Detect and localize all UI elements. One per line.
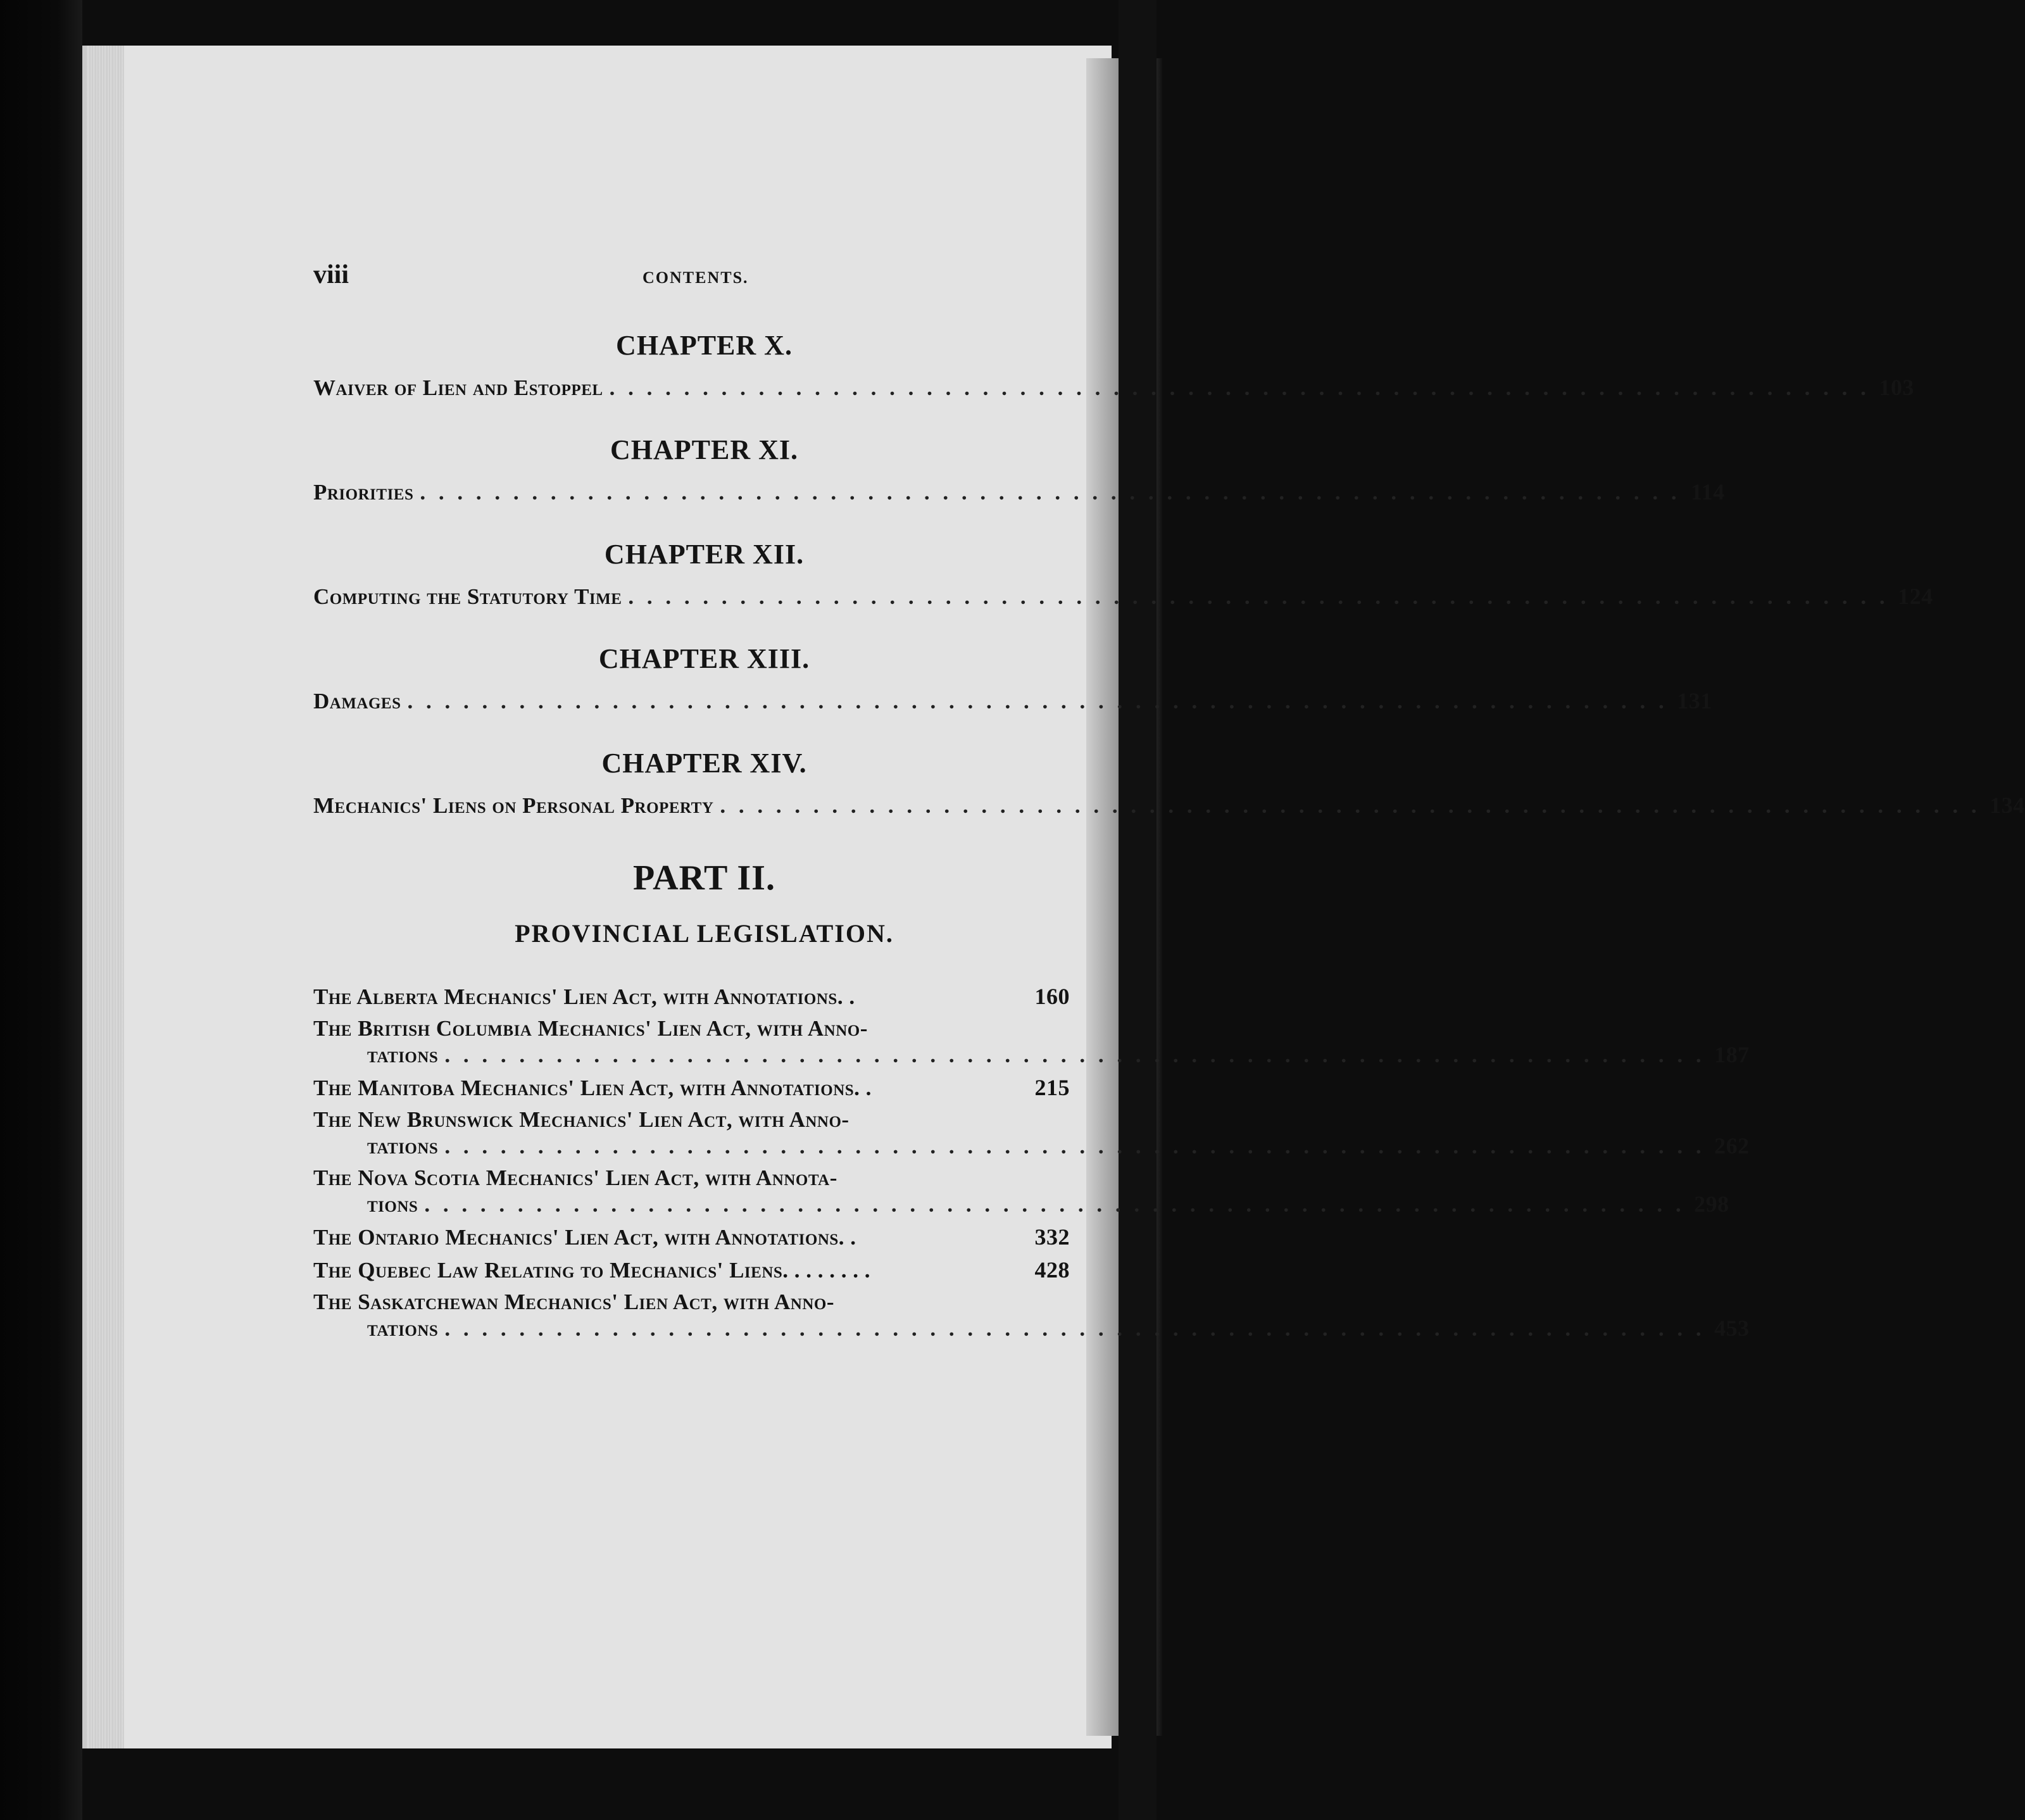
chapter-heading: CHAPTER XII. bbox=[604, 539, 805, 570]
toc-entry-title-continued: tions bbox=[367, 1192, 418, 1217]
toc-entry bbox=[313, 1191, 1729, 1217]
toc-entry-page: 332 bbox=[1034, 1224, 1070, 1250]
page-edges bbox=[86, 46, 124, 1748]
toc-entry-page: 187 bbox=[1714, 1042, 1750, 1067]
part-subtitle: PROVINCIAL LEGISLATION. bbox=[515, 919, 894, 948]
toc-entry-title: Damages bbox=[313, 689, 401, 713]
toc-entry-title: Waiver of Lien and Estoppel bbox=[313, 375, 603, 400]
scan-border-left bbox=[0, 0, 82, 1820]
toc-entry-title-continued: tations bbox=[367, 1043, 439, 1067]
dot-leader: . . . . . . . . . . . . . . . . . . . . . . . . . . . . . . . . . . . . . . . . . . . . . . . . . . . . . . . . . . . . . . . . . . . . bbox=[444, 1134, 1705, 1158]
toc-entry-title: The British Columbia Mechanics' Lien Act, with Anno- bbox=[313, 1016, 868, 1041]
running-head: CONTENTS. bbox=[643, 268, 749, 287]
toc-entry-title: The Nova Scotia Mechanics' Lien Act, with Annota- bbox=[313, 1165, 837, 1190]
toc-entry-title: Priorities bbox=[313, 480, 414, 505]
toc-entry-page: 114 bbox=[1691, 479, 1725, 505]
scan-border-right bbox=[1119, 0, 1157, 1820]
chapter-heading: CHAPTER X. bbox=[616, 330, 793, 361]
toc-entry-first-line bbox=[313, 1165, 1070, 1191]
part-heading: PART II. bbox=[633, 858, 775, 898]
toc-entry-page: 215 bbox=[1034, 1075, 1070, 1100]
toc-entry bbox=[313, 792, 2025, 819]
page-header bbox=[313, 260, 1070, 298]
toc-entry-title: The Alberta Mechanics' Lien Act, with Annotations. . bbox=[313, 984, 855, 1009]
toc-entry-title: The Saskatchewan Mechanics' Lien Act, with Anno- bbox=[313, 1290, 834, 1314]
toc-entry-page: 124 bbox=[1898, 584, 1933, 609]
chapter-heading: CHAPTER XIII. bbox=[598, 643, 810, 674]
dot-leader: . . . . . . . . . . . . . . . . . . . . . . . . . . . . . . . . . . . . . . . . . . . . . . . . . . . . . . . . . . . . . . . . . . . . bbox=[420, 480, 1681, 505]
dot-leader: . . . . . . . . . . . . . . . . . . . . . . . . . . . . . . . . . . . . . . . . . . . . . . . . . . . . . . . . . . . . . . . . . . . . bbox=[720, 793, 1981, 818]
dot-leader: . . . . . . . . . . . . . . . . . . . . . . . . . . . . . . . . . . . . . . . . . . . . . . . . . . . . . . . . . . . . . . . . . . . . bbox=[407, 689, 1668, 713]
toc-entry-first-line bbox=[313, 1107, 1070, 1133]
toc-entry bbox=[313, 583, 1933, 610]
toc-entry-title: The New Brunswick Mechanics' Lien Act, with Anno- bbox=[313, 1107, 849, 1132]
toc-entry bbox=[313, 374, 1914, 401]
toc-entry-page: 262 bbox=[1714, 1133, 1750, 1158]
toc-entry-page: 131 bbox=[1677, 688, 1712, 713]
dot-leader: . . . . . . . . . . . . . . . . . . . . . . . . . . . . . . . . . . . . . . . . . . . . . . . . . . . . . . . . . . . . . . . . . . . . bbox=[609, 375, 1870, 400]
toc-entry bbox=[313, 1074, 1070, 1101]
page-folio: viii bbox=[313, 260, 349, 289]
toc-entry-first-line bbox=[313, 1290, 1070, 1315]
toc-entry-title: The Ontario Mechanics' Lien Act, with Annotations. . bbox=[313, 1225, 856, 1250]
contents-page-text bbox=[313, 260, 2025, 1341]
toc-entry-title-continued: tations bbox=[367, 1316, 439, 1341]
dot-leader: . . . . . . . . . . . . . . . . . . . . . . . . . . . . . . . . . . . . . . . . . . . . . . . . . . . . . . . . . . . . . . . . . . . . bbox=[628, 584, 1889, 609]
toc-entry-title: The Manitoba Mechanics' Lien Act, with Annotations. . bbox=[313, 1076, 872, 1100]
toc-entry bbox=[313, 687, 1712, 714]
dot-leader: . . . . . . . . . . . . . . . . . . . . . . . . . . . . . . . . . . . . . . . . . . . . . . . . . . . . . . . . . . . . . . . . . . . . bbox=[444, 1043, 1705, 1067]
toc-entry bbox=[313, 1041, 1750, 1068]
toc-entry bbox=[313, 983, 1070, 1010]
toc-entry-first-line bbox=[313, 1016, 1070, 1041]
toc-entry bbox=[313, 1257, 1070, 1283]
toc-entry-page: 103 bbox=[1879, 375, 1914, 400]
toc-entry-page: 298 bbox=[1694, 1191, 1729, 1217]
toc-entry bbox=[313, 1224, 1070, 1250]
chapter-heading: CHAPTER XI. bbox=[610, 434, 799, 465]
toc-entry-title-continued: tations bbox=[367, 1134, 439, 1158]
toc-entry-title: The Quebec Law Relating to Mechanics' Liens. . . . . . . . bbox=[313, 1258, 871, 1283]
toc-entry-page: 453 bbox=[1714, 1315, 1750, 1341]
toc-entry-page: 134 bbox=[1990, 793, 2025, 818]
toc-entry-title: Mechanics' Liens on Personal Property bbox=[313, 793, 714, 818]
toc-entry-page: 428 bbox=[1034, 1257, 1070, 1283]
toc-entry bbox=[313, 1133, 1750, 1159]
toc-entry-page: 160 bbox=[1034, 984, 1070, 1009]
dot-leader: . . . . . . . . . . . . . . . . . . . . . . . . . . . . . . . . . . . . . . . . . . . . . . . . . . . . . . . . . . . . . . . . . . . . bbox=[424, 1192, 1685, 1217]
toc-entry bbox=[313, 479, 1725, 505]
chapter-heading: CHAPTER XIV. bbox=[601, 748, 807, 779]
toc-entry bbox=[313, 1315, 1750, 1341]
dot-leader: . . . . . . . . . . . . . . . . . . . . . . . . . . . . . . . . . . . . . . . . . . . . . . . . . . . . . . . . . . . . . . . . . . . . bbox=[444, 1316, 1705, 1341]
toc-entry-title: Computing the Statutory Time bbox=[313, 584, 622, 609]
